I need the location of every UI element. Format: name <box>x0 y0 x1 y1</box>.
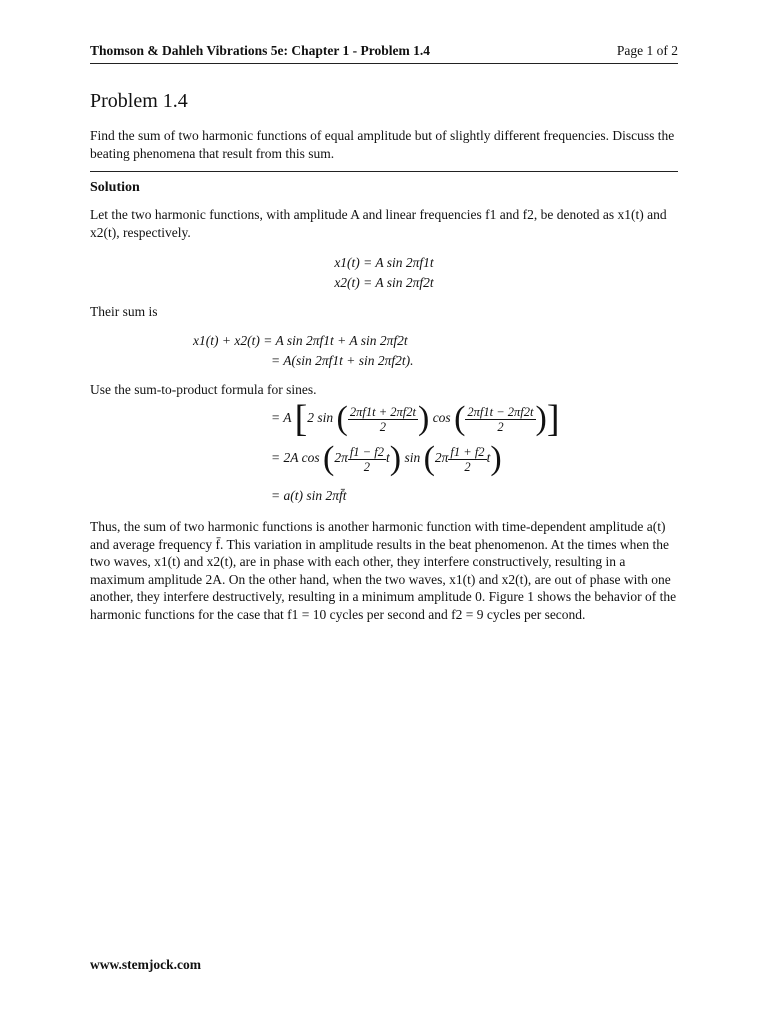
problem-statement: Find the sum of two harmonic functions of equal amplitude but of slightly different frequencies. Discuss the beating phenomena that result from this sum. <box>90 128 675 161</box>
footer-url: www.stemjock.com <box>90 957 201 972</box>
solution-heading: Solution <box>90 180 140 195</box>
formula-intro: Use the sum-to-product formula for sines. <box>90 381 317 397</box>
right-bracket: ] <box>546 398 560 440</box>
product-line-3: = a(t) sin 2πf̄t <box>271 488 347 503</box>
equation-x2: x2(t) = A sin 2πf2t <box>334 275 434 290</box>
fraction-f-diff: $\frac{f1 - f2}{2}$ <box>349 444 384 474</box>
sum-rhs-1: A sin 2πf1t + A sin 2πf2t <box>275 332 408 348</box>
product-line-2: = 2A cos (2π $\frac{f1 - f2}{2}$ t) sin (2π $\frac{f1 + f2}{2}$ t) <box>271 440 502 477</box>
conclusion-paragraph: Thus, the sum of two harmonic functions is another harmonic function with time-dependent amplitude a(t) and average frequency f̄. This variation in amplitude results in the beat phenomenon. At the times when the two waves, x1(t) and x2(t), are in phase with each other, they interfere constructively, resulting in a maximum amplitude 2A. On the other hand, when the two waves, x1(t) and x2(t), are out of phase with one another, they interfere destructively, resulting in a minimum amplitude 0. Figure 1 shows the behavior of the harmonic functions for the case that f1 = 10 cycles per second and f2 = 9 cycles per second. <box>90 519 677 622</box>
fraction-sum: $\frac{2\pi f1t + 2\pi f2t}{2}$ <box>349 404 416 434</box>
fraction-f-sum: $\frac{f1 + f2}{2}$ <box>450 444 485 474</box>
header-title: Thomson & Dahleh Vibrations 5e: Chapter 1 - Problem 1.4 <box>90 43 431 58</box>
sum-rhs-2: = A(sin 2πf1t + sin 2πf2t). <box>271 352 414 368</box>
page-header <box>90 43 678 64</box>
sum-equation <box>90 331 678 373</box>
product-line-1: = A [2 sin ( $\frac{2\pi f1t + 2\pi f2t}{2}$ ) cos ( $\frac{2\pi f1t - 2\pi f2t}{2}$ )] <box>271 398 560 440</box>
product-line1-prefix: = A <box>271 410 292 426</box>
problem-heading: Problem 1.4 <box>90 90 188 112</box>
page-content <box>90 90 678 623</box>
sum-intro: Their sum is <box>90 304 158 319</box>
sum-lhs: x1(t) + x2(t) = <box>193 332 276 348</box>
fraction-diff: $\frac{2\pi f1t - 2\pi f2t}{2}$ <box>467 404 534 434</box>
left-bracket: [ <box>294 398 308 440</box>
product-equation <box>90 398 678 508</box>
product-line2-prefix: = 2A cos <box>271 450 320 466</box>
solution-intro: Let the two harmonic functions, with amplitude A and linear frequencies f1 and f2, be denoted as x1(t) and x2(t), respectively. <box>90 207 667 240</box>
equation-x1: x1(t) = A sin 2πf1t <box>334 255 434 270</box>
page-number: Page 1 of 2 <box>616 43 678 58</box>
divider <box>90 171 678 172</box>
